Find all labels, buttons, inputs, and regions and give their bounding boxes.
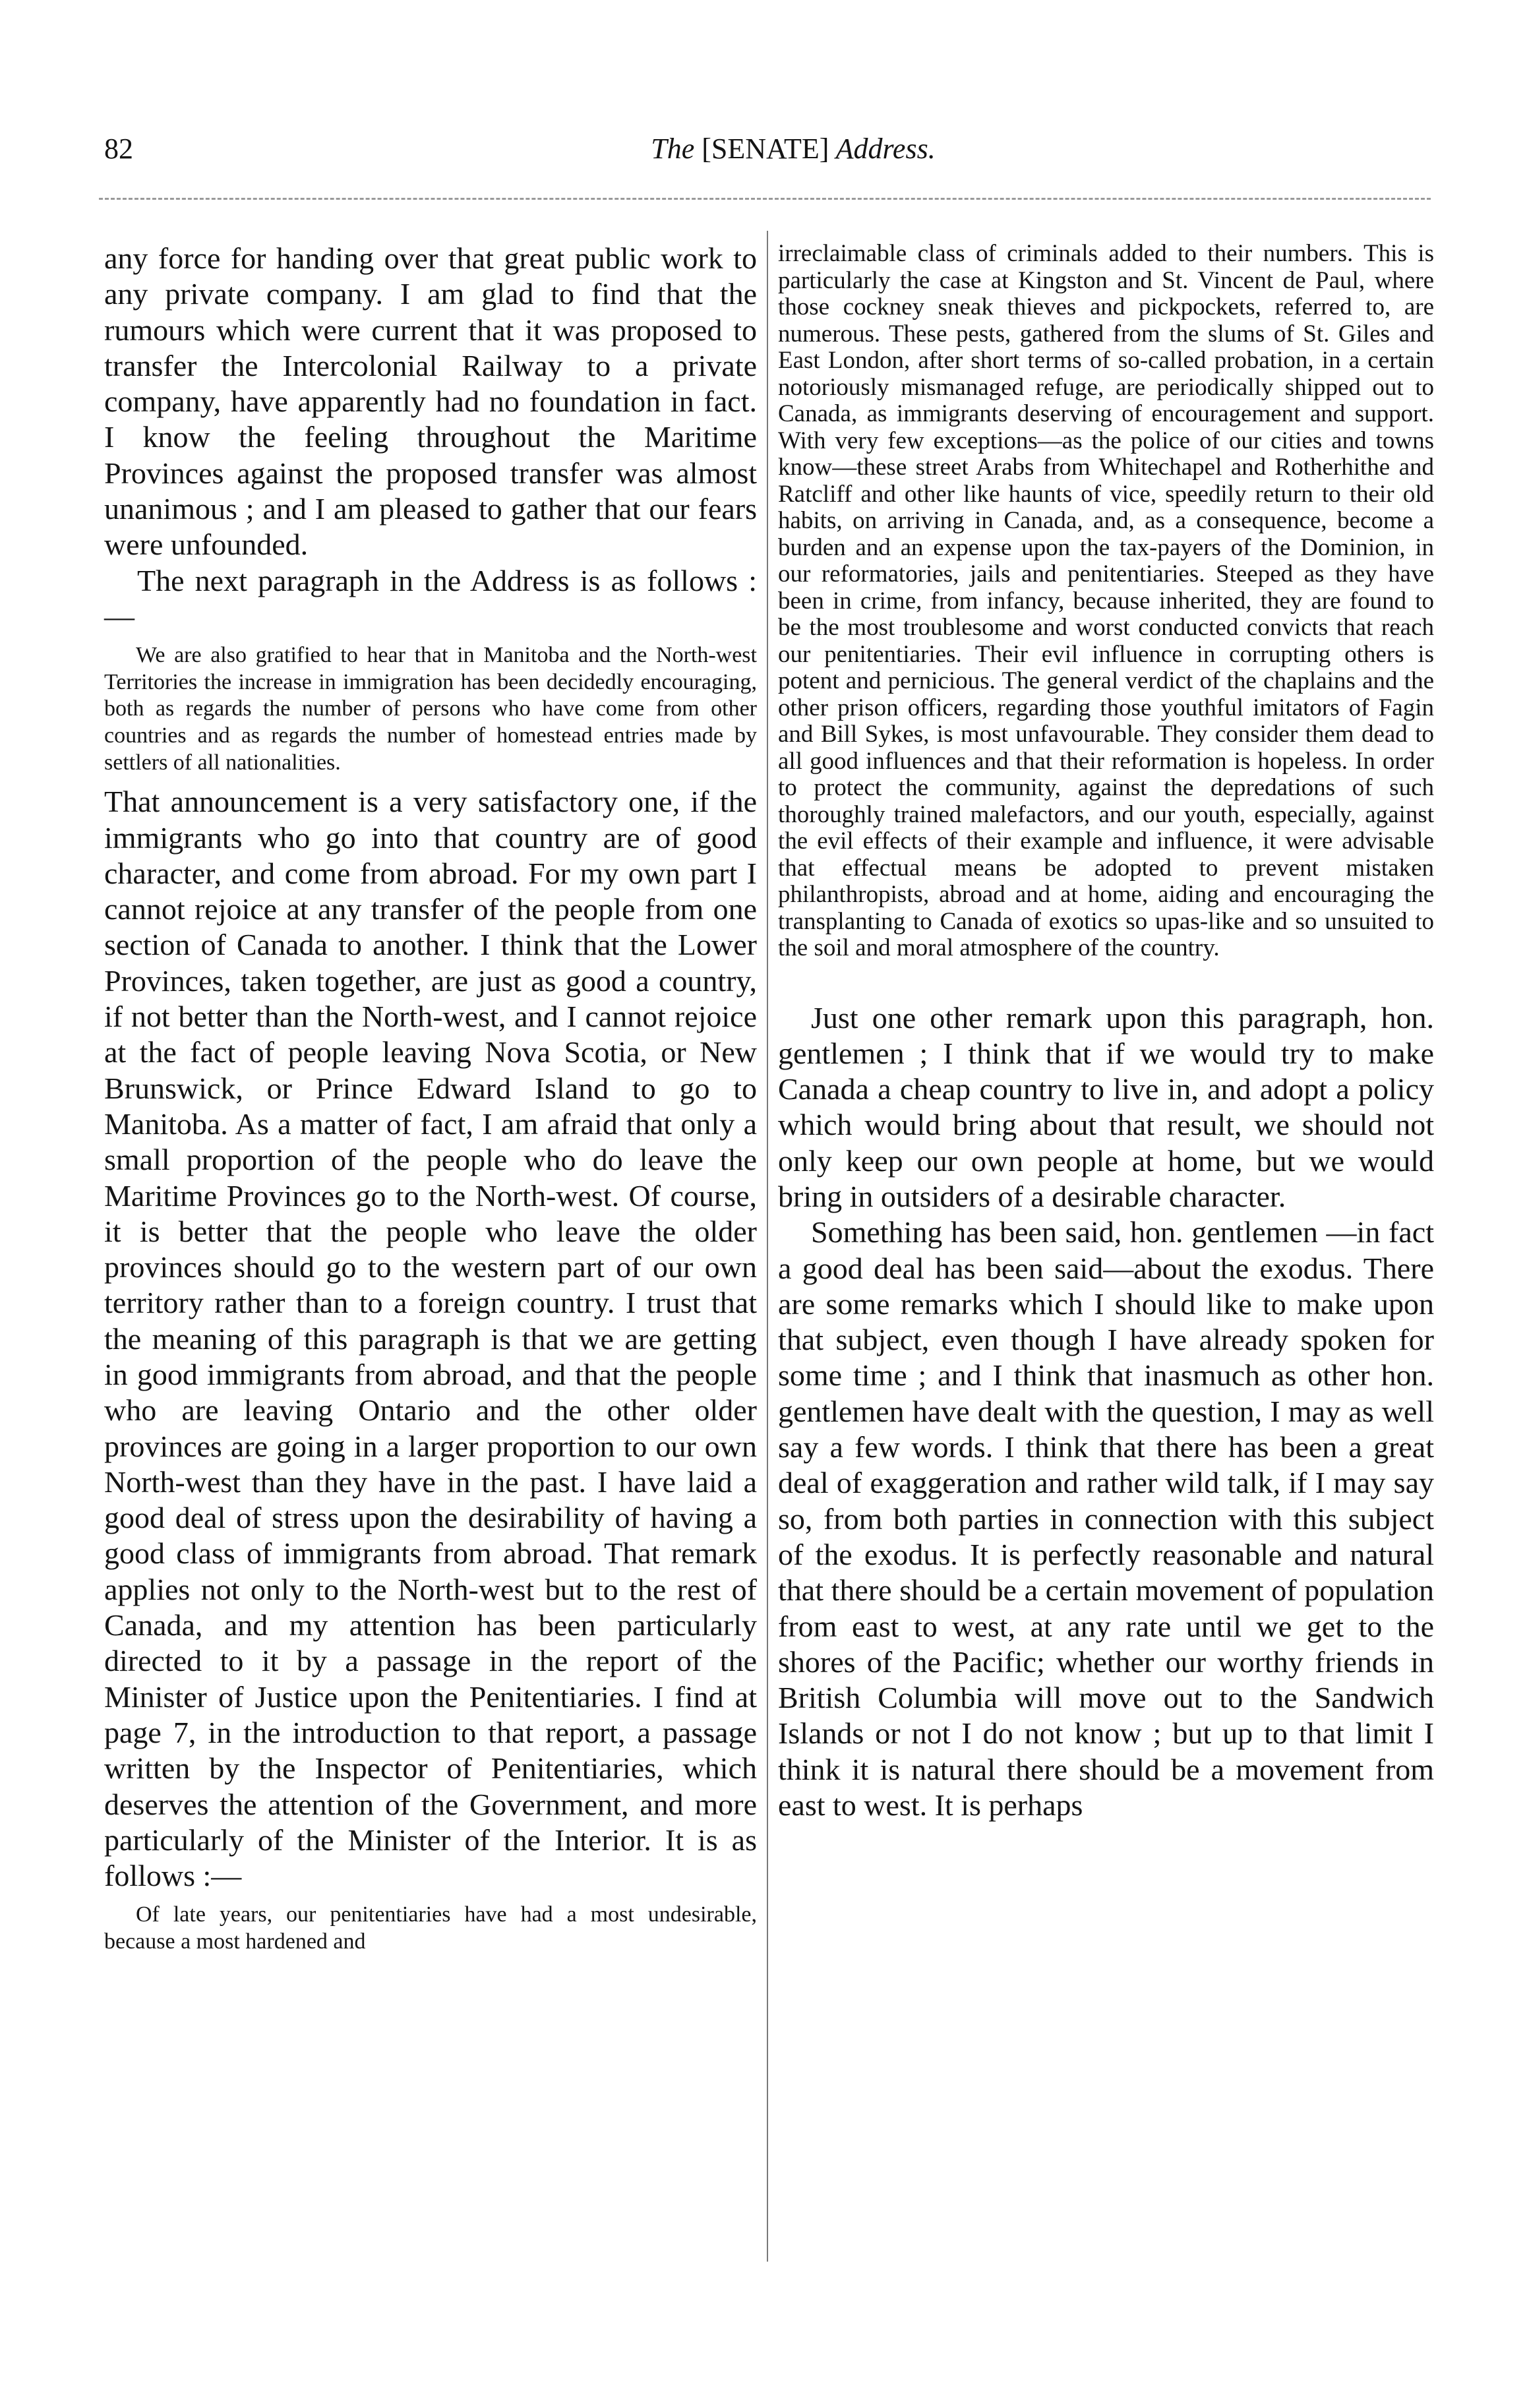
paragraph-exodus: Something has been said, hon. gentlemen —in fact a good deal has been said—about the exodus. There are some remarks which I should like to make upon that subject, even though I have already spoken for some time ; and I think that inasmuch as other hon. gentlemen have dealt with the question, I may as well say a few words. I think that there has been a great deal of exaggeration and rather wild talk, if I may say so, from both parties in connection with this subject of the exodus. It is perfectly reasonable and natural that there should be a certain movement of population from east to west, at any rate until we get to the shores of the Pacific; whether our worthy friends in British Columbia will move out to the Sandwich Islands or not I do not know ; but up to that limit I think it is natural there should be a movement from east to west. It is perhaps [778, 1215, 1434, 1822]
quote-manitoba: We are also gratified to hear that in Manitoba and the North-west Territories the increase in immigration has been decidedly encouraging, both as regards the number of persons who have come from other countries and as regards the number of homestead entries made by settlers of all nationalities. [104, 643, 757, 775]
title-the: The [651, 133, 702, 165]
title-address: Address. [829, 133, 936, 165]
page-header [98, 132, 1429, 171]
page-number: 82 [104, 133, 133, 165]
column-divider [767, 231, 768, 2262]
quote-penitentiaries-continued: irreclaimable class of criminals added to their numbers. This is particularly the case at Kingston and St. Vincent de Paul, where those cockney sneak thieves and pickpockets, referred to, are numerous. These pests, gathered from the slums of St. Giles and East London, after short terms of so-called probation, in a certain notoriously mismanaged refuge, are periodically shipped out to Canada, as immigrants deserving of encouragement and support. With very few exceptions—as the police of our cities and towns know—these street Arabs from Whitechapel and Rotherhithe and Ratcliff and other like haunts of vice, speedily return to their old habits, on arriving in Canada, and, as a consequence, become a burden and an expense upon the tax-payers of the Dominion, in our reformatories, jails and penitentiaries. Steeped as they have been in crime, from infancy, because inherited, they are found to be the most troublesome and worst conducted convicts that reach our penitentiaries. Their evil influence in corrupting others is potent and pernicious. The general verdict of the chaplains and the other prison officers, regarding those youthful imitators of Fagin and Bill Sykes, is most unfavourable. They consider them dead to all good influences and that their reformation is hopeless. In order to protect the community, against the depredations of such thoroughly trained malefactors, and our youth, especially, against the evil effects of their example and influence, it were advisable that effectual means be adopted to prevent mistaken philanthropists, abroad and at home, aiding and encouraging the transplanting to Canada of exotics so upas-like and so unsuited to the soil and moral atmosphere of the country. [778, 240, 1434, 961]
paragraph-intercolonial: any force for handing over that great public work to any private company. I am glad to find that the rumours which were current that it was proposed to transfer the Intercolonial Railway to a private company, have apparently had no foundation in fact. I know the feeling throughout the Maritime Provinces against the proposed transfer was almost unanimous ; and I am pleased to gather that our fears were unfounded. [104, 241, 757, 562]
right-column [778, 241, 1434, 1823]
paragraph-next-address: The next paragraph in the Address is as follows :— [104, 563, 757, 633]
quote-penitentiaries-start: Of late years, our penitentiaries have had a most undesirable, because a most hardened and [104, 1902, 757, 1954]
paragraph-immigrants: That announcement is a very satisfactory one, if the immigrants who go into that country are of good character, and come from abroad. For my own part I cannot rejoice at any transfer of the people from one section of Canada to another. I think that the Lower Provinces, taken together, are just as good a country, if not better than the North-west, and I cannot rejoice at the fact of people leaving Nova Scotia, or New Brunswick, or Prince Edward Island to go to Manitoba. As a matter of fact, I am afraid that only a small proportion of the people who do leave the Maritime Provinces go to the North-west. Of course, it is better that the people who leave the older provinces should go to the western part of our own territory rather than to a foreign country. I trust that the meaning of this paragraph is that we are getting in good immigrants from abroad, and that the people who are leaving Ontario and the other older provinces are going in a larger proportion to our own North-west than they have in the past. I have laid a good deal of stress upon the desirability of having a good class of immigrants from abroad. That remark applies not only to the North-west but to the rest of Canada, and my attention has been particularly directed to it by a passage in the report of the Minister of Justice upon the Penitentiaries. I find at page 7, in the introduction to that report, a passage written by the Inspector of Penitentiaries, which deserves the attention of the Government, and more particularly of the Minister of the Interior. It is as follows :— [104, 785, 757, 1893]
running-title [98, 132, 1429, 166]
header-rule [99, 198, 1431, 200]
left-column [104, 241, 757, 1956]
title-senate: [SENATE] [702, 133, 829, 165]
paragraph-cheap-country: Just one other remark upon this paragraph, hon. gentlemen ; I think that if we would try to make Canada a cheap country to live in, and adopt a policy which would bring about that result, we should not only keep our own people at home, but we would bring in outsiders of a desirable character. [778, 1000, 1434, 1213]
